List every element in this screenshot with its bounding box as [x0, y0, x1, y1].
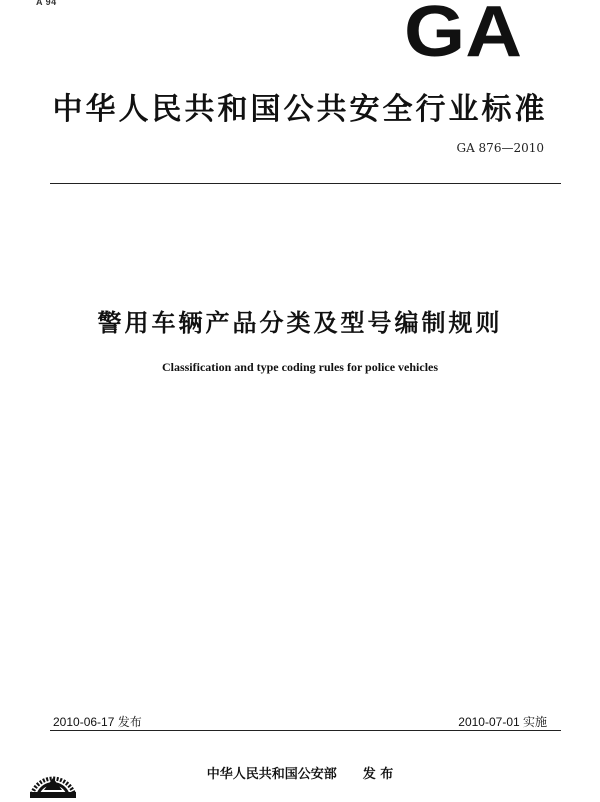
standard-number: GA 876—2010 — [456, 141, 544, 155]
publish-label: 发 布 — [362, 767, 394, 782]
document-title-english: Classification and type coding rules for police vehicles — [161, 360, 439, 374]
implementation-date: 2010-07-01 实施 — [458, 715, 547, 729]
document-title-chinese: 警用车辆产品分类及型号编制规则 — [97, 309, 503, 337]
publisher-name: 中华人民共和国公安部 — [206, 767, 337, 782]
top-divider — [50, 183, 561, 184]
classification-code: A 94 — [36, 0, 57, 7]
standard-name: 中华人民共和国公共安全行业标准 — [52, 92, 548, 127]
ga-logo-text: GA — [404, 2, 522, 58]
ga-logo — [403, 2, 523, 58]
issue-date: 2010-06-17 发布 — [53, 715, 142, 729]
publisher-line — [0, 763, 600, 782]
bottom-divider — [50, 730, 561, 731]
